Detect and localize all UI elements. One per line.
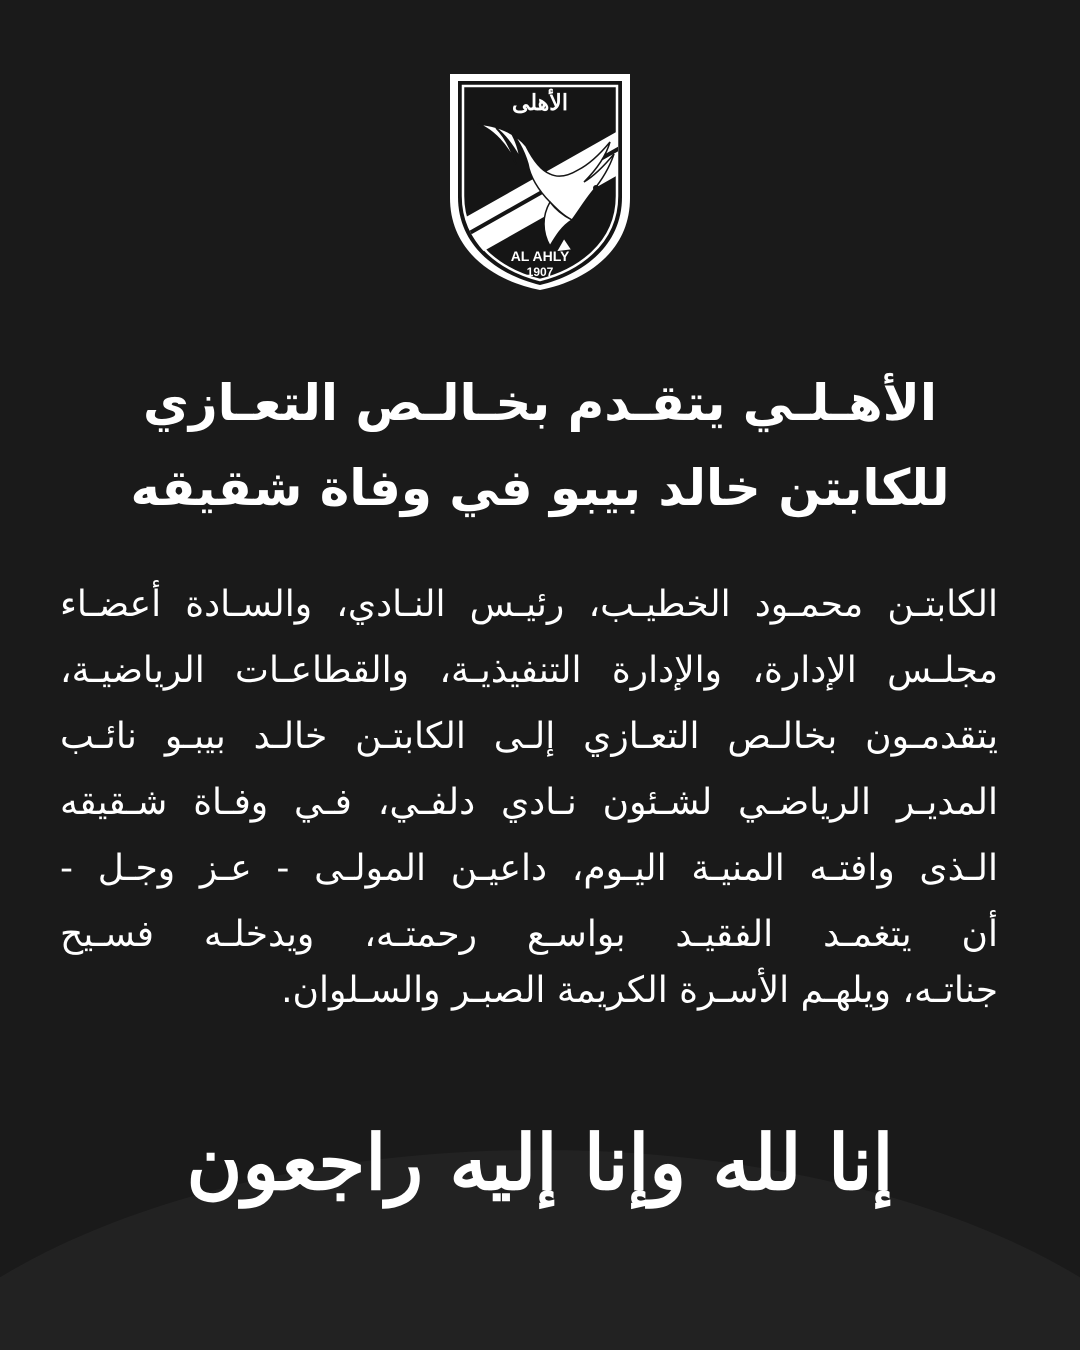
body-line-7: جناتـه، ويلهـم الأسـرة الكريمة الصبـر والسـلوان. <box>281 970 998 1011</box>
body-line-2: مجلـس الإدارة، والإدارة التنفيذيـة، والقطاعـات الرياضيـة، <box>60 650 998 691</box>
crest-year: 1907 <box>526 265 554 279</box>
calligraphy-text: إنا لله وإنا إليه راجعون <box>186 1118 894 1207</box>
body-line-3: يتقدمـون بخالـص التعـازي إلـى الكابتـن خالـد بيبـو نائـب <box>60 716 998 757</box>
body-line-5: الـذى وافتـه المنيـة اليـوم، داعيـن المولـى - عـز وجـل - <box>60 848 998 889</box>
al-ahly-crest-logo <box>446 66 634 290</box>
headline-line-1: الأهـلـي يتقـدم بخـالـص التعـازي <box>143 374 937 432</box>
body-line-4: المديـر الرياضـي لشـئون نـادي دلفـي، فـي وفـاة شـقيقه <box>60 782 998 823</box>
headline-line-2: للكابتن خالد بيبو في وفاة شقيقه <box>130 459 950 517</box>
body-line-6: أن يتغمـد الفقيـد بواسـع رحمتـه، ويدخلـه فسـيح <box>60 914 998 955</box>
crest-latin-name: AL AHLY <box>510 248 570 264</box>
quran-verse-calligraphy <box>180 1078 900 1248</box>
body-line-1: الكابتـن محمـود الخطيـب، رئيـس النـادي، والسـادة أعضـاء <box>60 584 998 625</box>
crest-arabic-name: الأهلى <box>512 90 568 116</box>
